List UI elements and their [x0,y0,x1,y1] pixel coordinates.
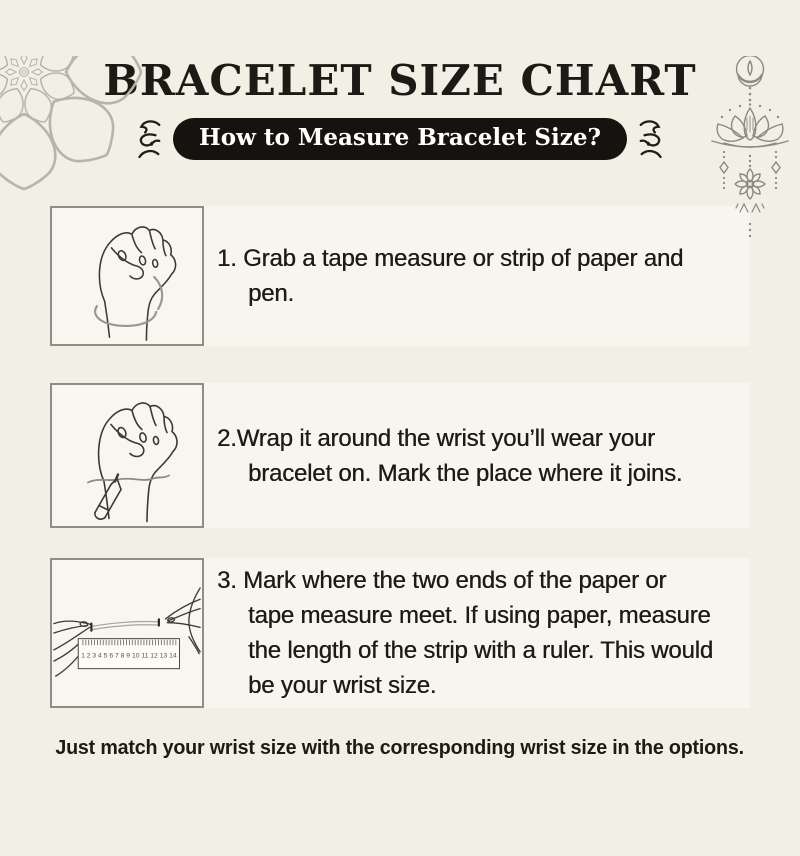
step-row-3 [50,558,750,708]
step-text-line: pen. [248,280,294,307]
step2-text [204,383,750,528]
step-text-line: 2.Wrap it around the wrist you’ll wear your [217,424,655,452]
step1-text [204,206,750,346]
flourish-right-icon [636,116,670,162]
page-title: BRACELET SIZE CHART [103,56,697,105]
step2-illustration [50,383,204,528]
step3-illustration [50,558,204,708]
step-text-line: the length of the strip with a ruler. This would [248,637,713,664]
ruler-numbers: 1 2 3 4 5 6 7 8 9 10 11 12 13 14 [81,653,178,660]
step-row-1 [50,206,750,346]
step-row-2 [50,383,750,528]
subtitle-badge-row [0,116,800,162]
step-text-line: 1. Grab a tape measure or strip of paper and [217,245,684,272]
how-to-measure-badge: How to Measure Bracelet Size? [173,118,627,160]
step-text-line: 3. Mark where the two ends of the paper or [217,567,667,594]
flourish-left-icon [130,116,164,162]
step3-text [204,558,750,708]
footer-note [0,736,800,760]
steps-list [50,206,750,708]
step-text-line: be your wrist size. [248,672,437,699]
step1-illustration [50,206,204,346]
step-text-line: bracelet on. Mark the place where it joins. [248,459,683,487]
step-text-line: tape measure meet. If using paper, measure [248,602,711,629]
footer-note-text: Just match your wrist size with the corresponding wrist size in the options. [55,736,745,759]
